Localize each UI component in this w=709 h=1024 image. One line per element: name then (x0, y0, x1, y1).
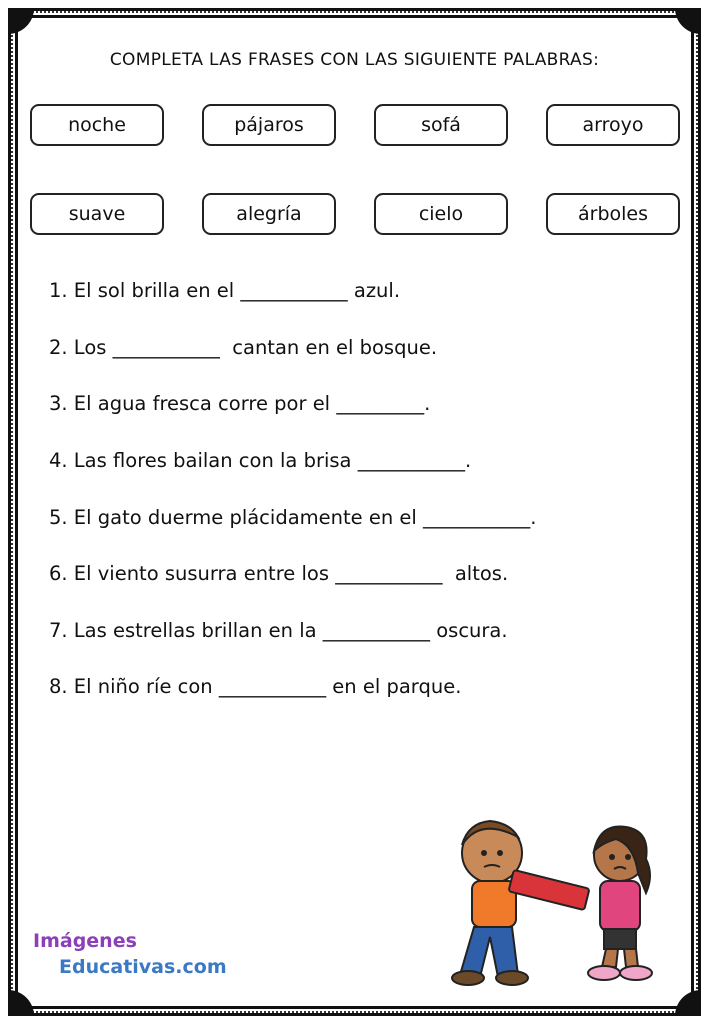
sentence-text: altos. (442, 562, 509, 585)
word-box: arroyo (546, 104, 680, 146)
corner-ornament-bottom-left (4, 980, 44, 1020)
sentence-text: . (464, 449, 472, 472)
sentence-4 (49, 449, 471, 472)
word-box: cielo (374, 193, 508, 235)
word-box: suave (30, 193, 164, 235)
answer-blank: ___________ (218, 675, 327, 698)
word-box: sofá (374, 104, 508, 146)
sentence-text: . (530, 506, 537, 529)
word-box: árboles (546, 193, 680, 235)
answer-blank: ___________ (335, 562, 443, 585)
sentence-2 (49, 336, 437, 359)
sentence-text: 2. Los (49, 336, 113, 359)
answer-blank: ___________ (240, 279, 348, 302)
sentence-text: 3. El agua fresca corre por el (49, 392, 337, 415)
answer-blank: ___________ (112, 336, 220, 359)
sentence-text: 7. Las estrellas brillan en la (49, 619, 323, 642)
logo-line-2: Educativas.com (59, 956, 227, 978)
sentence-5 (49, 506, 536, 529)
answer-blank: ___________ (423, 506, 531, 529)
sentence-6 (49, 562, 508, 585)
word-box: alegría (202, 193, 336, 235)
corner-ornament-top-right (665, 4, 705, 44)
sentence-text: cantan en el bosque. (219, 336, 438, 359)
answer-blank: ___________ (322, 619, 431, 642)
kids-pulling-pencil-illustration (440, 815, 670, 990)
corner-ornament-top-left (4, 4, 44, 44)
word-box: pájaros (202, 104, 336, 146)
sentence-text: 6. El viento susurra entre los (49, 562, 336, 585)
word-box: noche (30, 104, 164, 146)
sentence-text: 5. El gato duerme plácidamente en el (49, 506, 424, 529)
sentence-text: 4. Las flores bailan con la brisa (49, 449, 358, 472)
answer-blank: ___________ (357, 449, 465, 472)
sentence-text: oscura. (430, 619, 508, 642)
sentence-text: en el parque. (326, 675, 462, 698)
sentence-text: 1. El sol brilla en el (49, 279, 241, 302)
sentence-text: 8. El niño ríe con (49, 675, 219, 698)
answer-blank: _________ (336, 392, 425, 415)
sentence-8 (49, 675, 461, 698)
sentence-text: . (424, 392, 431, 415)
worksheet-title: COMPLETA LAS FRASES CON LAS SIGUIENTE PALABRAS: (109, 50, 600, 70)
sentence-3 (49, 392, 430, 415)
sentence-7 (49, 619, 508, 642)
sentence-text: azul. (347, 279, 401, 302)
corner-ornament-bottom-right (665, 980, 705, 1020)
site-logo (33, 928, 227, 980)
logo-line-1: Imágenes (33, 930, 137, 952)
sentence-1 (49, 279, 400, 302)
